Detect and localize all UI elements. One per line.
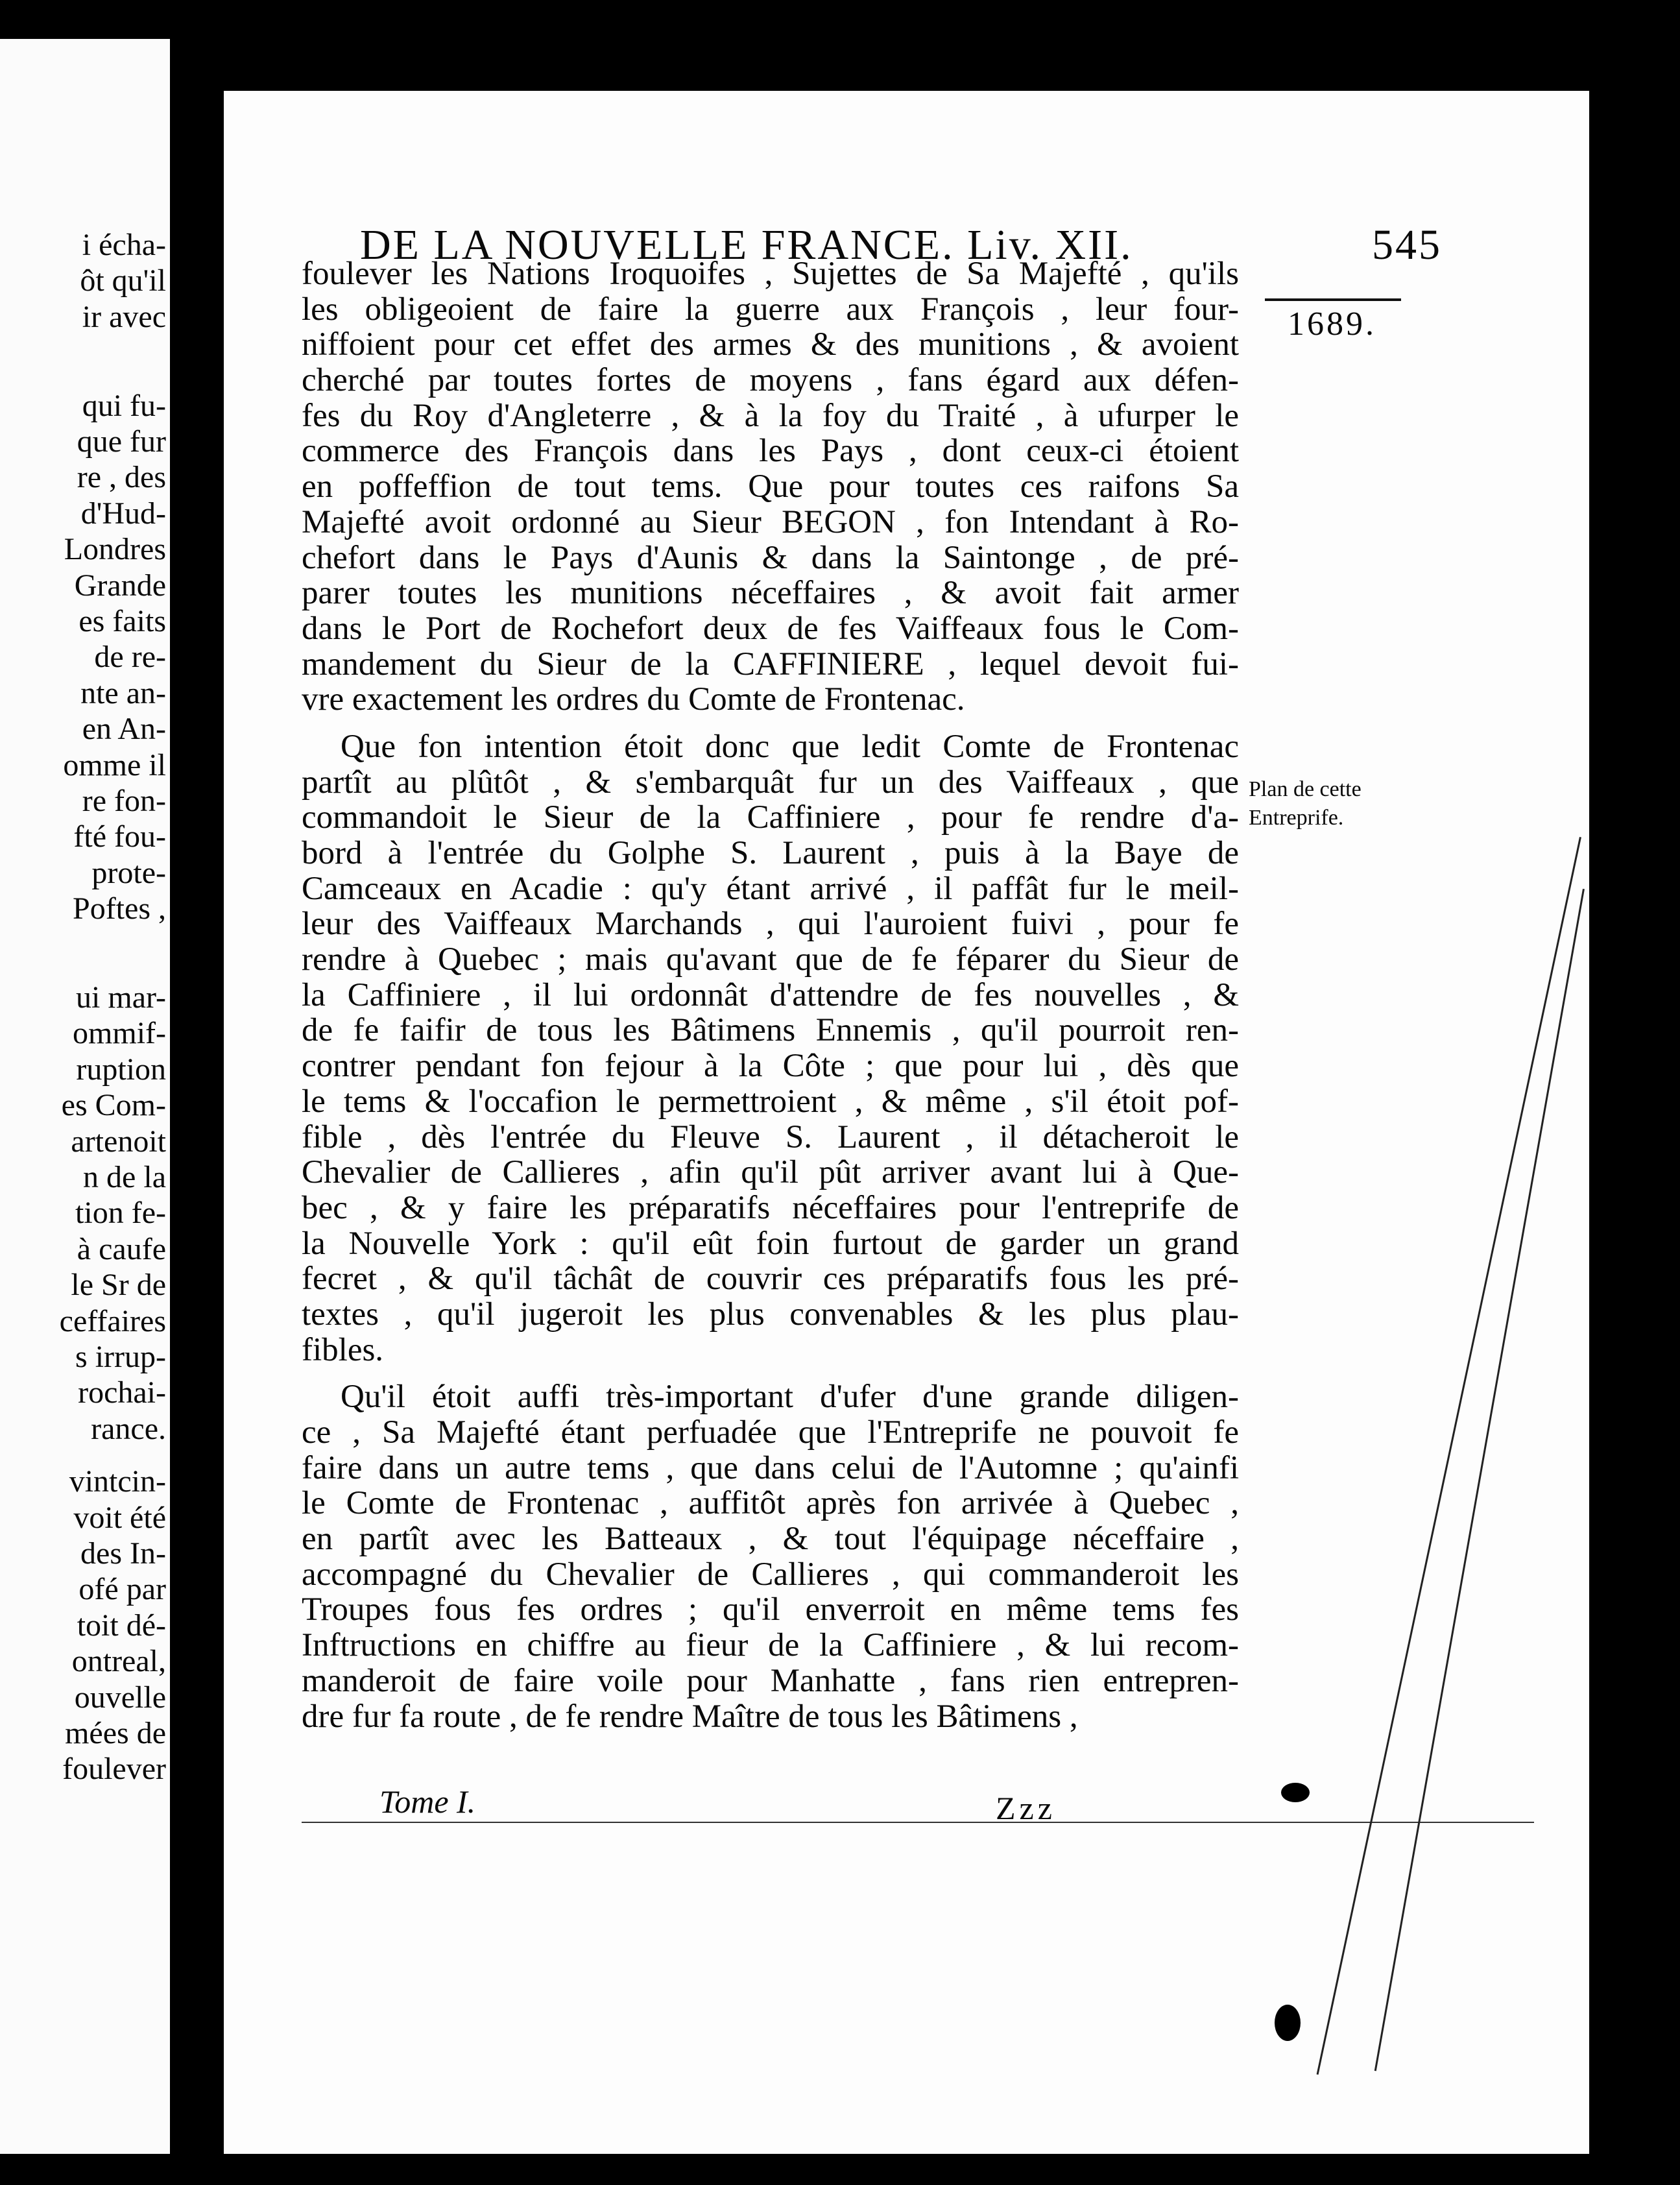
fragment-line: fté fou- — [73, 819, 166, 854]
text-line: les obligeoient de faire la guerre aux François , leur four- — [302, 291, 1239, 328]
page-number: 545 — [1372, 221, 1442, 269]
signature-mark: Zzz — [996, 1790, 1056, 1826]
fragment-line: d'Hud- — [80, 496, 166, 531]
ink-blot — [1281, 1783, 1310, 1802]
running-title: DE LA NOUVELLE FRANCE. Liv. XII. — [360, 221, 1133, 269]
fragment-line: nte an- — [80, 675, 166, 710]
text-line: la Caffiniere , il lui ordonnât d'attendre de fes nouvelles , & — [302, 976, 1239, 1013]
text-line: Que fon intention étoit donc que ledit Comte de Frontenac — [341, 728, 1239, 765]
previous-page-fragment — [0, 39, 170, 2154]
text-line: la Nouvelle York : qu'il eût foin furtout de garder un grand — [302, 1225, 1239, 1262]
fragment-line: rochai- — [78, 1375, 166, 1410]
text-line: en partît avec les Batteaux , & tout l'équipage néceffaire , — [302, 1521, 1239, 1558]
text-line: parer toutes les munitions néceffaires , & avoit fait armer — [302, 575, 1239, 612]
fragment-line: ui mar- — [76, 980, 166, 1015]
text-line: fecret , & qu'il tâchât de couvrir ces préparatifs fous les pré- — [302, 1261, 1239, 1298]
text-line: bec , & y faire les préparatifs néceffaires pour l'entreprife de — [302, 1189, 1239, 1226]
text-line: cherché par toutes fortes de moyens , fans égard aux défen- — [302, 362, 1239, 399]
ink-blot — [1275, 2005, 1301, 2041]
fragment-line: voit été — [73, 1500, 166, 1535]
fragment-line: ôt qu'il — [80, 263, 166, 298]
fragment-line: ontreal, — [71, 1644, 166, 1679]
text-line: de fe faifir de tous les Bâtimens Ennemis , qu'il pourroit ren- — [302, 1012, 1239, 1049]
fragment-line: que fur — [77, 424, 166, 459]
fragment-line: à caufe — [77, 1231, 166, 1266]
fragment-line: ouvelle — [74, 1680, 166, 1715]
text-line: le Comte de Frontenac , auffitôt après fon arrivée à Quebec , — [302, 1485, 1239, 1522]
fragment-line: es Com- — [61, 1088, 166, 1123]
fragment-line: ceffaires — [59, 1303, 166, 1338]
paper-crease — [1317, 837, 1581, 2075]
fragment-line: de re- — [94, 640, 166, 675]
margin-note — [1249, 775, 1411, 832]
text-line: partît au plûtôt , & s'embarquât fur un des Vaiffeaux , que — [302, 764, 1239, 801]
text-line: Chevalier de Callieres , afin qu'il pût arriver avant lui à Que- — [302, 1154, 1239, 1191]
fragment-line: ofé par — [78, 1572, 166, 1607]
fragment-line: s irrup- — [75, 1340, 166, 1374]
margin-note-line: Entreprife. — [1249, 806, 1344, 830]
text-line: en poffeffion de tout tems. Que pour toutes ces raifons Sa — [302, 468, 1239, 505]
fragment-line: Londres — [64, 532, 166, 567]
fragment-line: foulever — [62, 1752, 166, 1787]
fragment-line: omme il — [63, 747, 166, 782]
fragment-line: ir avec — [82, 299, 166, 334]
text-line: commandoit le Sieur de la Caffiniere , pour fe rendre d'a- — [302, 799, 1239, 836]
fragment-line: n de la — [83, 1160, 166, 1194]
fragment-line: mées de — [65, 1716, 166, 1750]
text-line: Qu'il étoit auffi très-important d'ufer d'une grande diligen- — [341, 1379, 1239, 1416]
text-line: chefort dans le Pays d'Aunis & dans la Saintonge , de pré- — [302, 539, 1239, 576]
text-line: vre exactement les ordres du Comte de Frontenac. — [302, 681, 965, 718]
fragment-line: prote- — [91, 855, 166, 890]
paragraph-gap — [302, 1368, 1239, 1379]
text-line: dre fur fa route , de fe rendre Maître de tous les Bâtimens , — [302, 1698, 1078, 1735]
book-page — [224, 91, 1589, 2154]
text-line: foulever les Nations Iroquoifes , Sujettes de Sa Majefté , qu'ils — [302, 256, 1239, 292]
text-line: Majefté avoit ordonné au Sieur BEGON , fon Intendant à Ro- — [302, 503, 1239, 540]
text-line: Troupes fous fes ordres ; qu'il enverroit en même tems fes — [302, 1591, 1239, 1628]
body-text — [302, 256, 1239, 1734]
fragment-line: es faits — [78, 604, 166, 638]
fragment-line: en An- — [82, 712, 166, 747]
text-line: Inftructions en chiffre au fieur de la Caffiniere , & lui recom- — [302, 1627, 1239, 1664]
fragment-line: vintcin- — [69, 1464, 166, 1499]
text-line: faire dans un autre tems , que dans celui de l'Automne ; qu'ainfi — [302, 1449, 1239, 1486]
text-line: rendre à Quebec ; mais qu'avant que de fe féparer du Sieur de — [302, 941, 1239, 978]
margin-year: 1689. — [1288, 306, 1376, 343]
text-line: accompagné du Chevalier de Callieres , qui commanderoit les — [302, 1556, 1239, 1593]
text-line: leur des Vaiffeaux Marchands , qui l'auroient fuivi , pour fe — [302, 906, 1239, 943]
page-bottom-rule — [302, 1822, 1534, 1823]
text-line: le tems & l'occafion le permettroient , & même , s'il étoit pof- — [302, 1083, 1239, 1120]
fragment-line: Grande — [74, 568, 166, 603]
text-line: contrer pendant fon fejour à la Côte ; que pour lui , dès que — [302, 1048, 1239, 1085]
margin-rule — [1265, 298, 1401, 301]
fragment-line: Poftes , — [73, 891, 166, 926]
text-line: fible , dès l'entrée du Fleuve S. Laurent , il détacheroit le — [302, 1118, 1239, 1155]
fragment-line: re , des — [77, 460, 166, 495]
fragment-line: artenoit — [71, 1124, 166, 1159]
text-line: fes du Roy d'Angleterre , & à la foy du Traité , à ufurper le — [302, 397, 1239, 434]
text-line: dans le Port de Rochefort deux de fes Vaiffeaux fous le Com- — [302, 610, 1239, 647]
footer-tome: Tome I. — [379, 1783, 476, 1820]
fragment-line: des In- — [80, 1536, 166, 1571]
fragment-line: ruption — [76, 1052, 166, 1087]
fragment-line: qui fu- — [82, 388, 166, 423]
fragment-line: ommif- — [73, 1016, 166, 1051]
text-line: manderoit de faire voile pour Manhatte , fans rien entrepren- — [302, 1662, 1239, 1699]
fragment-line: rance. — [91, 1411, 166, 1446]
text-line: commerce des François dans les Pays , dont ceux-ci étoient — [302, 433, 1239, 470]
paragraph-gap — [302, 718, 1239, 729]
text-line: niffoient pour cet effet des armes & des munitions , & avoient — [302, 326, 1239, 363]
fragment-line: re fon- — [82, 784, 166, 818]
margin-note-line: Plan de cette — [1249, 777, 1362, 801]
fragment-line: i écha- — [82, 228, 166, 262]
fragment-line: tion fe- — [75, 1196, 166, 1231]
text-line: bord à l'entrée du Golphe S. Laurent , puis à la Baye de — [302, 835, 1239, 871]
text-line: Camceaux en Acadie : qu'y étant arrivé , il paffât fur le meil- — [302, 870, 1239, 907]
paper-crease — [1374, 889, 1585, 2071]
text-line: fibles. — [302, 1331, 384, 1368]
fragment-line: toit dé- — [77, 1608, 166, 1643]
text-line: ce , Sa Majefté étant perfuadée que l'Entreprife ne pouvoit fe — [302, 1414, 1239, 1451]
text-line: textes , qu'il jugeroit les plus convenables & les plus plau- — [302, 1296, 1239, 1333]
page-gutter — [170, 39, 189, 2154]
fragment-line: le Sr de — [71, 1268, 166, 1303]
text-line: mandement du Sieur de la CAFFINIERE , lequel devoit fui- — [302, 646, 1239, 682]
